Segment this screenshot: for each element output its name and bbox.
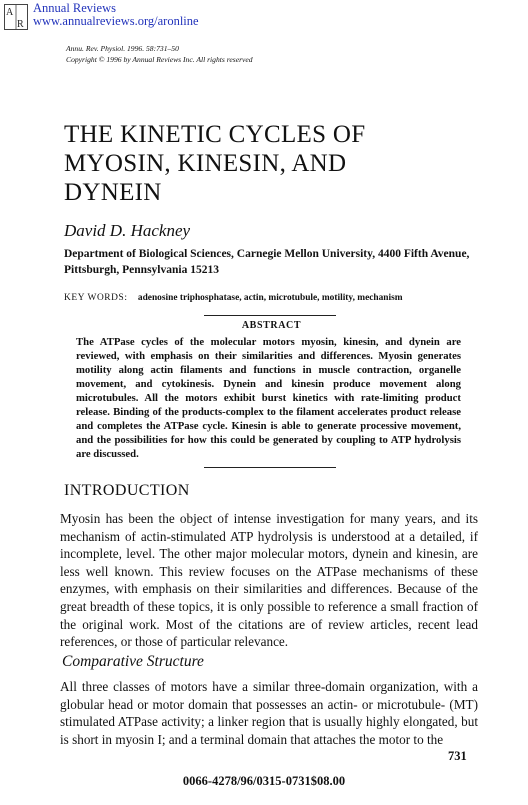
title-line-3: DYNEIN <box>64 179 162 206</box>
keywords-terms: adenosine triphosphatase, actin, microtubule, motility, mechanism <box>137 293 403 303</box>
author-name: David D. Hackney <box>64 221 191 240</box>
comparative-structure-text: All three classes of motors have a similar three-domain organization, with a globular head or motor domain that possesses an actin- or microtubule- (MT) stimulated ATPase activity; a linker region that is usually highly elongated, but is short in myosin I; and a terminal domain that attaches the motor to the <box>60 679 478 747</box>
header-publisher <box>33 2 199 28</box>
publisher-name: Annual Reviews <box>33 1 116 15</box>
article-title <box>64 120 464 207</box>
page-number: 731 <box>448 749 467 763</box>
keywords-label: KEY WORDS: <box>64 293 128 303</box>
keywords-line <box>64 292 484 304</box>
journal-citation: Annu. Rev. Physiol. 1996. 58:731–50 <box>66 44 179 53</box>
footer-code: 0066-4278/96/0315-0731$08.00 <box>182 774 346 788</box>
author-affiliation: Department of Biological Sciences, Carnegie Mellon University, 4400 Fifth Avenue, Pittsburgh, Pennsylvania 15213 <box>64 248 470 276</box>
comparative-structure-heading: Comparative Structure <box>62 653 204 670</box>
title-line-2: MYOSIN, KINESIN, AND <box>64 150 347 177</box>
abstract-heading: ABSTRACT <box>241 320 302 331</box>
annual-reviews-logo-icon <box>4 4 28 30</box>
publisher-url[interactable]: www.annualreviews.org/aronline <box>33 14 199 28</box>
introduction-text: Myosin has been the object of intense investigation for many years, and its mechanism of actin-stimulated ATP hydrolysis is understood at a detailed, if incomplete, level. The other major molecular motors, dynein and kinesin, are less well known. This review focuses on the ATPase mechanisms of these enzymes, with emphasis on their similarities and differences. Because of the great breadth of these topics, it is only possible to reference a small fraction of the original work. Most of the citations are of review articles, recent lead references, or those of particular relevance. <box>60 511 478 650</box>
citation-block <box>66 43 253 65</box>
abstract-text: The ATPase cycles of the molecular motors myosin, kinesin, and dynein are reviewed, with emphasis on their similarities and differences. Myosin generates motility along actin filaments and functions in muscle contraction, organelle movement, and cytokinesis. Dynein and kinesin produce movement along microtubules. All the motors exhibit burst kinetics with rate-limiting product release. Binding of the products-complex to the filament accelerates product release and completes the ATPase cycle. Kinesin is able to generate processive movement, and the possibilities for how this could be generated by coupling to ATP hydrolysis are discussed. <box>76 336 461 460</box>
abstract-bottom-rule <box>204 467 336 468</box>
copyright-line: Copyright © 1996 by Annual Reviews Inc. All rights reserved <box>66 55 253 64</box>
abstract-top-rule <box>204 315 336 316</box>
svg-text:R: R <box>17 19 24 30</box>
introduction-heading: INTRODUCTION <box>64 482 190 499</box>
svg-text:A: A <box>6 7 14 18</box>
title-line-1: THE KINETIC CYCLES OF <box>64 121 366 148</box>
